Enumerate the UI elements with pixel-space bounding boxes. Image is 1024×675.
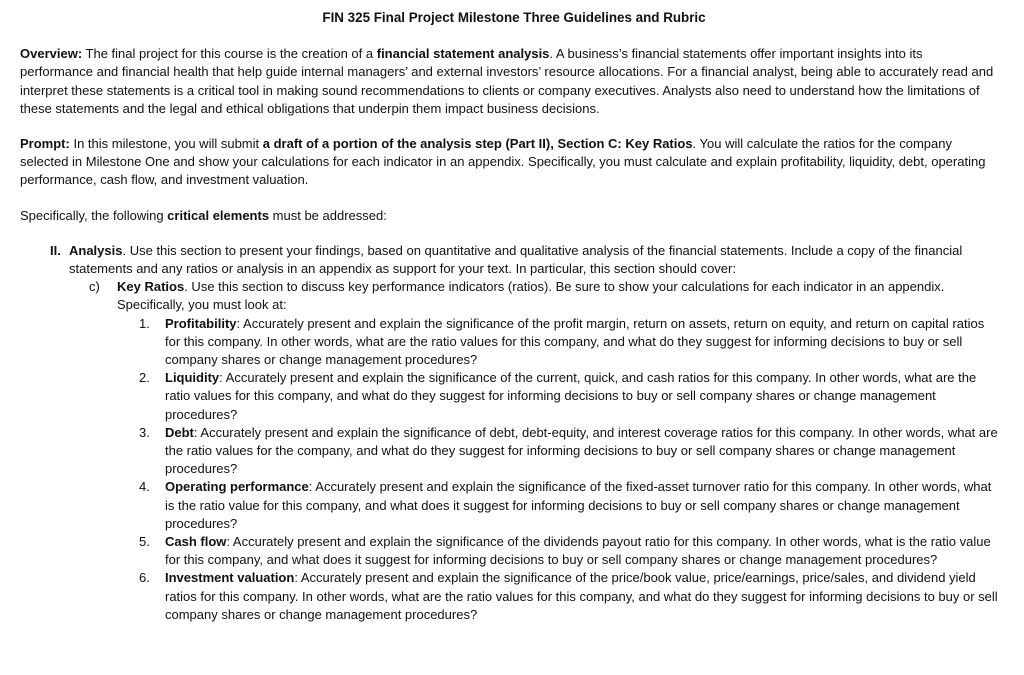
- list-item-label: Operating performance: [165, 479, 309, 495]
- list-item-operating-performance: [117, 478, 998, 533]
- prompt-paragraph: [20, 135, 998, 190]
- list-item-text: : Accurately present and explain the significance of the profit margin, return on assets, return on equity, and return on capital ratios for this company. In other words, what are the ratio values for this company, and what do they suggest for informing decisions to buy or sell company shares or change management procedures?: [165, 315, 985, 368]
- list-item-label: Profitability: [165, 315, 237, 331]
- page-title: FIN 325 Final Project Milestone Three Guidelines and Rubric: [322, 10, 706, 25]
- subsection-text: . Use this section to discuss key performance indicators (ratios). Be sure to show your calculations for each indicator in an appendix. Specifically, you must look at:: [117, 279, 945, 313]
- ratio-list: [117, 315, 998, 624]
- specifically-bold-term: critical elements: [167, 207, 270, 223]
- prompt-bold-term: a draft of a portion of the analysis step (Part II), Section C: Key Ratios: [262, 136, 693, 152]
- list-item-profitability: [117, 315, 998, 370]
- overview-text-1: The final project for this course is the creation of a: [82, 46, 377, 62]
- list-item-number: 4.: [139, 479, 150, 495]
- specifically-text-2: must be addressed:: [269, 207, 387, 223]
- critical-elements-intro: [20, 207, 998, 225]
- list-item-text: : Accurately present and explain the significance of the price/book value, price/earnings, price/sales, and dividend yield ratios for this company. In other words, what are the ratio values for this company, and what do they suggest for informing decisions to buy or sell company shares or change management procedures?: [165, 570, 998, 622]
- list-item-label: Investment valuation: [165, 570, 295, 586]
- section-intro: [69, 242, 998, 278]
- list-item-number: 3.: [139, 424, 150, 440]
- list-item-text: : Accurately present and explain the significance of the dividends payout ratio for this company. In other words, what is the ratio value for this company, and what does it suggest for informing decisions to buy or sell company shares or change management procedures?: [165, 534, 991, 568]
- subsection-letter: c): [89, 279, 100, 295]
- section-number: II.: [50, 242, 61, 258]
- list-item-liquidity: [117, 369, 998, 424]
- subsection-body: [117, 278, 998, 624]
- list-item-body: [165, 369, 998, 424]
- list-item-text: : Accurately present and explain the significance of the fixed-asset turnover ratio for this company. In other words, what is the ratio value for this company, and what does it suggest for informing decisions to buy or sell company shares or change management procedures?: [165, 479, 992, 531]
- list-item-label: Debt: [165, 424, 194, 440]
- section-text: . Use this section to present your findings, based on quantitative and qualitative analysis of the financial statements. Include a copy of the financial statements and any ratios or analysis in an appendix as support for your text. In particular, this section should cover:: [69, 242, 963, 277]
- section-analysis: [50, 242, 998, 624]
- subsection-key-ratios: [69, 278, 998, 624]
- list-item-number: 6.: [139, 570, 150, 586]
- section-body: [68, 242, 998, 624]
- list-item-body: [165, 478, 998, 533]
- prompt-label: Prompt:: [20, 136, 70, 152]
- overview-label: Overview:: [20, 46, 83, 62]
- section-label: Analysis: [69, 242, 123, 258]
- overview-text-2: . A business’s financial statements offer important insights into its performance and financial health that help guide internal managers’ and external investors’ resource allocations. For a financial analyst, being able to accurately read and interpret these statements is a critical tool in making sound recommendations to clients or company executives. Analysts also need to understand how the limitations of these statements and the legal and ethical obligations that underpin them impact business decisions.: [20, 46, 994, 116]
- list-item-body: [165, 315, 998, 370]
- list-item-text: : Accurately present and explain the significance of debt, debt-equity, and interest coverage ratios for this company. In other words, what are the ratio values for the company, and what do they suggest for informing decisions to buy or sell company shares or change management procedures?: [165, 424, 998, 477]
- list-item-body: [165, 424, 998, 479]
- list-item-number: 2.: [139, 370, 150, 386]
- subsection-intro: [117, 278, 998, 314]
- list-item-label: Cash flow: [165, 534, 227, 550]
- overview-bold-term: financial statement analysis: [376, 46, 550, 62]
- list-item-debt: [117, 424, 998, 479]
- list-item-body: [165, 569, 998, 624]
- list-item-label: Liquidity: [165, 370, 220, 386]
- prompt-text-2: . You will calculate the ratios for the company selected in Milestone One and show your calculations for each indicator in an appendix. Specifically, you must calculate and explain profitability, liquidity, debt, operating performance, cash flow, and investment valuation.: [20, 136, 986, 188]
- list-item-number: 5.: [139, 534, 150, 550]
- list-item-cash-flow: [117, 533, 998, 569]
- list-item-investment-valuation: [117, 569, 998, 624]
- specifically-text-1: Specifically, the following: [20, 207, 168, 223]
- overview-paragraph: [20, 45, 998, 118]
- subsection-label: Key Ratios: [117, 279, 185, 295]
- prompt-text-1: In this milestone, you will submit: [69, 136, 263, 152]
- list-item-text: : Accurately present and explain the significance of the current, quick, and cash ratios for this company. In other words, what are the ratio values for this company, and what do they suggest for informing decisions to buy or sell company shares or change management procedures?: [165, 370, 977, 422]
- list-item-body: [165, 533, 998, 569]
- list-item-number: 1.: [139, 315, 150, 331]
